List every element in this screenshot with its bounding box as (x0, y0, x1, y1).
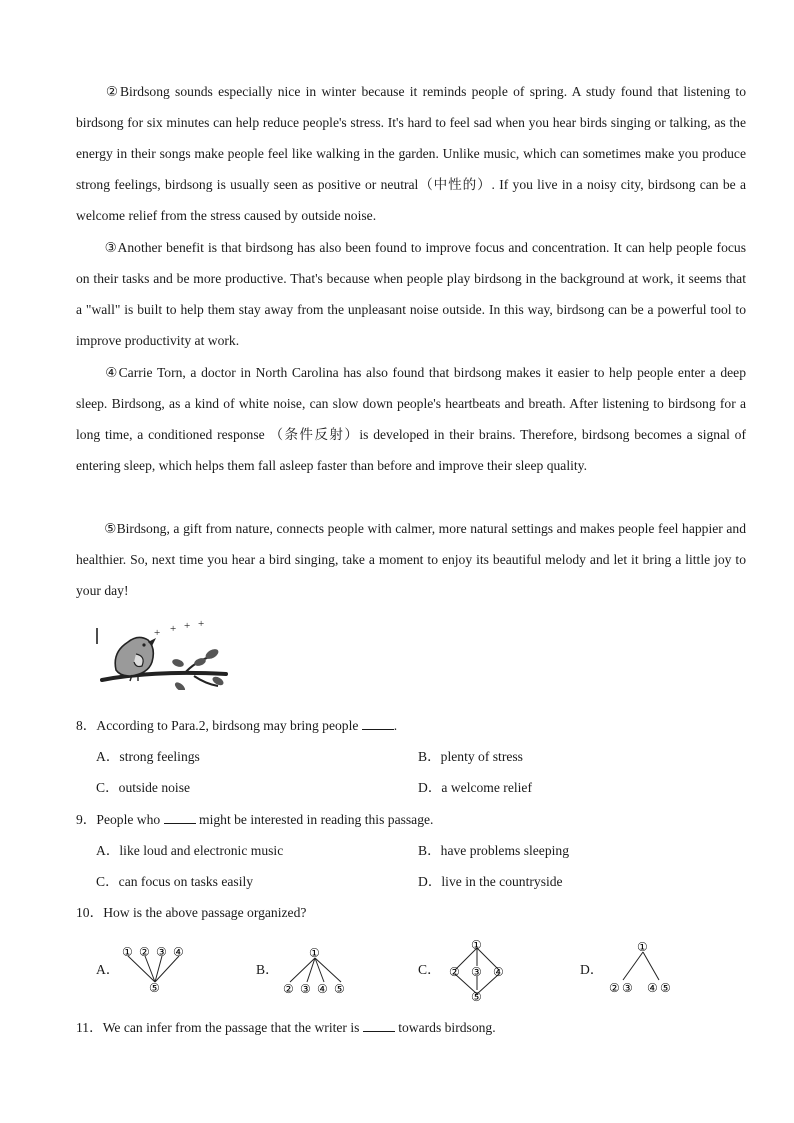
svg-text:②: ② (609, 981, 620, 995)
paragraph-marker: ⑤ (104, 521, 117, 536)
svg-text:④: ④ (317, 982, 328, 996)
svg-text:⑤: ⑤ (471, 990, 482, 1004)
svg-text:②: ② (449, 965, 460, 979)
passage-paragraph-3 (76, 232, 746, 356)
svg-text:+: + (184, 620, 191, 632)
svg-text:③: ③ (156, 945, 167, 959)
paragraph-text: Birdsong sounds especially nice in winter because it reminds people of spring. A study found that listening to birdsong for six minutes can help reduce people's stress. It's hard to feel sad when you hear birds singing or talking, as the energy in their songs make people feel like walking in the garden. Unlike music, which can sometimes make you produce strong feelings, birdsong is usually seen as positive or neutral（中性的）. If you live in a noisy city, birdsong can be a welcome relief from the stress caused by outside noise. (76, 84, 746, 223)
svg-text:②: ② (283, 982, 294, 996)
svg-text:③: ③ (471, 965, 482, 979)
question-10-option-a[interactable]: A． (96, 962, 120, 977)
paragraph-text: Birdsong, a gift from nature, connects people with calmer, more natural settings and makes people feel happier and healthier. So, next time you hear a bird singing, take a moment to enjoy its beautiful melody and let it bring a little joy to your day! (76, 521, 747, 598)
svg-text:④: ④ (493, 965, 504, 979)
svg-text:①: ① (122, 945, 133, 959)
question-10-option-c[interactable]: C． (418, 962, 441, 977)
svg-text:④: ④ (173, 945, 184, 959)
svg-text:③: ③ (300, 982, 311, 996)
question-8-option-b[interactable]: B．plenty of stress (418, 749, 523, 764)
question-8-option-d[interactable]: D．a welcome relief (418, 780, 532, 795)
svg-text:⑤: ⑤ (334, 982, 345, 996)
svg-text:①: ① (309, 946, 320, 960)
passage-paragraph-4 (76, 357, 746, 481)
svg-text:+: + (170, 623, 177, 635)
paragraph-marker: ③ (104, 240, 118, 255)
question-9-option-d[interactable]: D．live in the countryside (418, 874, 563, 889)
paragraph-text: Another benefit is that birdsong has also been found to improve focus and concentration. It can help people focus on their tasks and be more productive. That's because when people play birdsong in the background at work, it seems that a "wall" is built to help them stay away from the unpleasant noise outside. In this way, birdsong can be a powerful tool to improve productivity at work. (76, 240, 747, 348)
structure-diagram-c (440, 938, 516, 1004)
question-9-stem: 9．People who might be interested in reading this passage. (76, 812, 434, 827)
structure-diagram-a (118, 942, 198, 996)
question-9-option-c[interactable]: C．can focus on tasks easily (96, 874, 254, 889)
svg-text:⑤: ⑤ (660, 981, 671, 995)
paragraph-marker: ② (104, 84, 120, 99)
structure-diagram-d (606, 936, 678, 998)
paragraph-marker: ④ (104, 365, 119, 380)
question-8-stem: 8．According to Para.2, birdsong may bring people . (76, 718, 398, 733)
question-10-option-d[interactable]: D． (580, 962, 604, 977)
question-8-option-a[interactable]: A．strong feelings (96, 749, 200, 764)
singing-bird-illustration (94, 618, 234, 690)
question-11-stem: 11．We can infer from the passage that the writer is towards birdsong. (76, 1020, 496, 1035)
passage-paragraph-5 (76, 513, 746, 606)
svg-text:③: ③ (622, 981, 633, 995)
svg-text:+: + (198, 618, 205, 630)
answer-blank[interactable] (164, 810, 196, 824)
svg-text:④: ④ (647, 981, 658, 995)
passage-paragraph-2 (76, 76, 746, 231)
svg-text:⑤: ⑤ (149, 981, 160, 995)
question-9-option-b[interactable]: B．have problems sleeping (418, 843, 570, 858)
question-8-option-c[interactable]: C．outside noise (96, 780, 191, 795)
svg-text:②: ② (139, 945, 150, 959)
svg-text:①: ① (471, 938, 482, 952)
question-10-stem: 10．How is the above passage organized? (76, 905, 307, 920)
question-9-option-a[interactable]: A．like loud and electronic music (96, 843, 284, 858)
answer-blank[interactable] (362, 716, 394, 730)
svg-text:+: + (154, 627, 161, 639)
structure-diagram-b (280, 942, 356, 998)
svg-text:①: ① (637, 940, 648, 954)
answer-blank[interactable] (363, 1018, 395, 1032)
question-10-option-b[interactable]: B． (256, 962, 279, 977)
paragraph-text: Carrie Torn, a doctor in North Carolina has also found that birdsong makes it easier to help people enter a deep sleep. Birdsong, as a kind of white noise, can slow down people's heartbeats and breath. After listening to birdsong for a long time, a conditioned response （条件反射）is developed in their brains. Therefore, birdsong becomes a signal of entering sleep, which helps them fall asleep faster than before and improve their sleep quality. (76, 365, 746, 473)
